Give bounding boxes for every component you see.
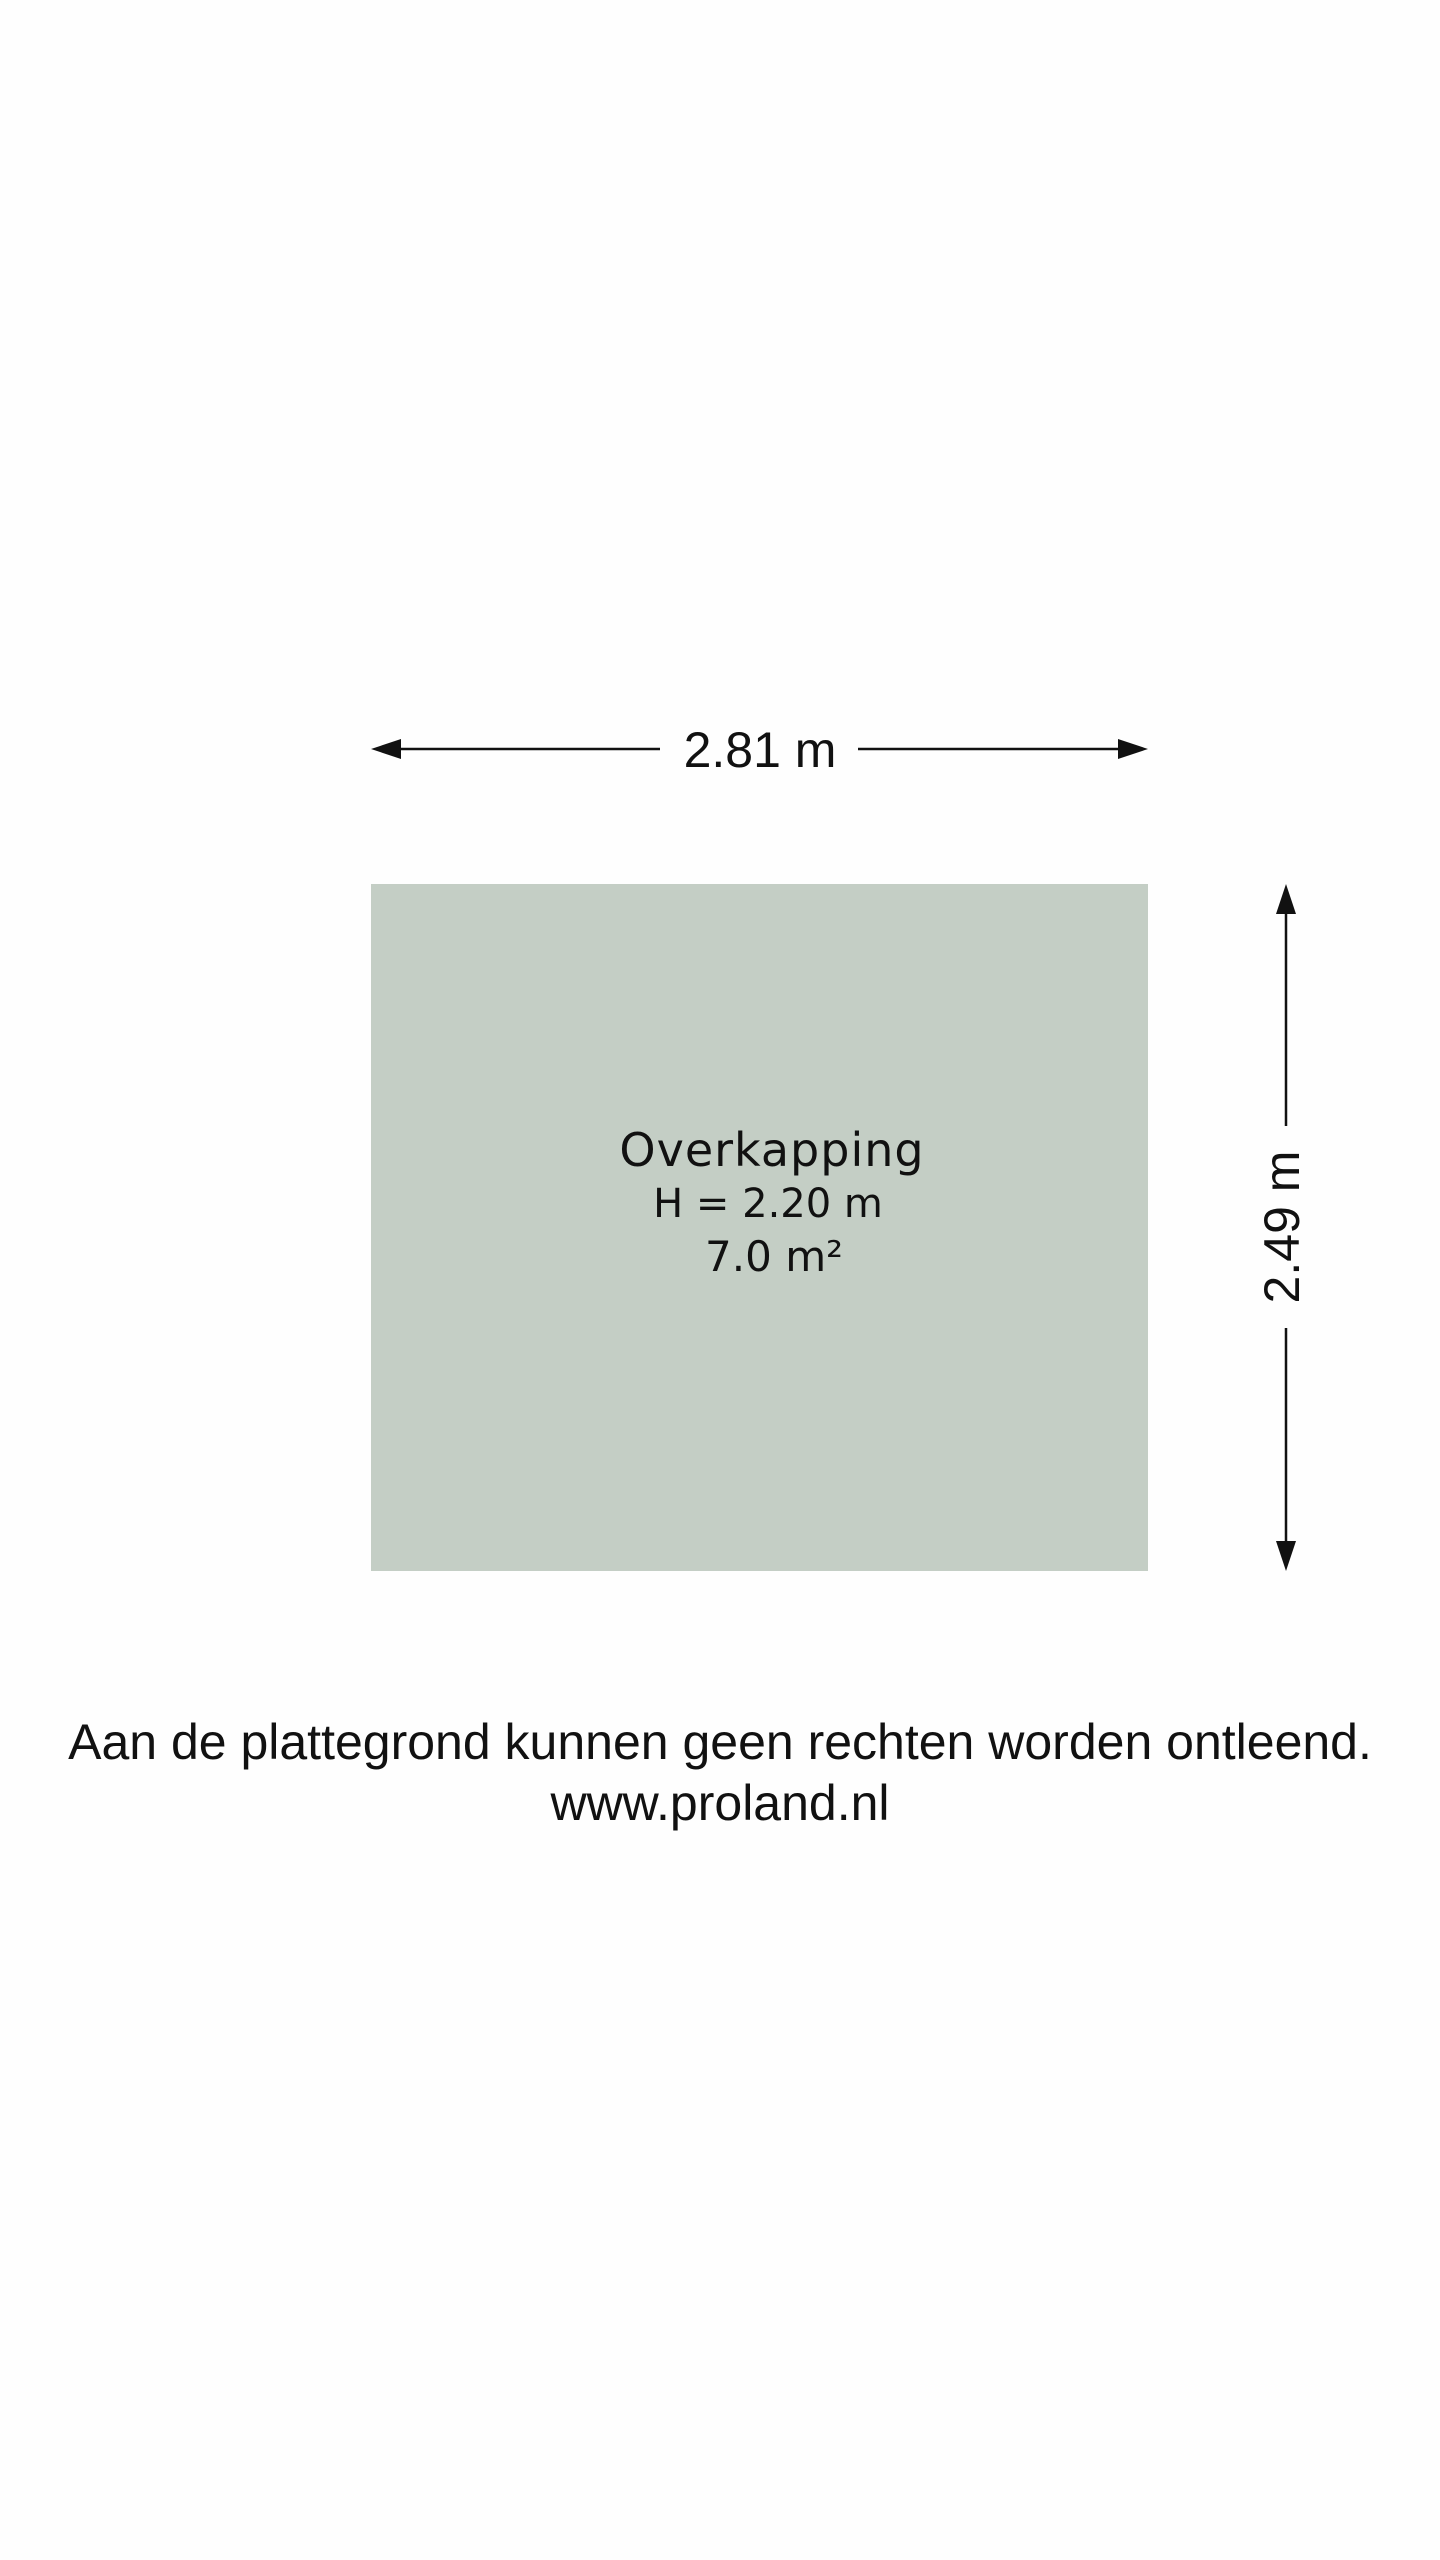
depth-dimension: [1254, 884, 1310, 1571]
room-height: H = 2.20 m: [653, 1181, 883, 1227]
website-text: www.proland.nl: [550, 1775, 890, 1831]
width-dimension: [371, 722, 1148, 778]
arrowhead-up-icon: [1276, 884, 1296, 914]
depth-dimension-label: 2.49 m: [1254, 1150, 1311, 1304]
width-dimension-label: 2.81 m: [683, 722, 837, 778]
arrowhead-right-icon: [1118, 739, 1148, 759]
room-name: Overkapping: [619, 1123, 925, 1177]
arrowhead-left-icon: [371, 739, 401, 759]
disclaimer-text: Aan de plattegrond kunnen geen rechten worden ontleend.: [68, 1714, 1372, 1770]
room-overkapping: [371, 884, 1148, 1571]
room-area: 7.0 m²: [705, 1232, 843, 1281]
arrowhead-down-icon: [1276, 1541, 1296, 1571]
